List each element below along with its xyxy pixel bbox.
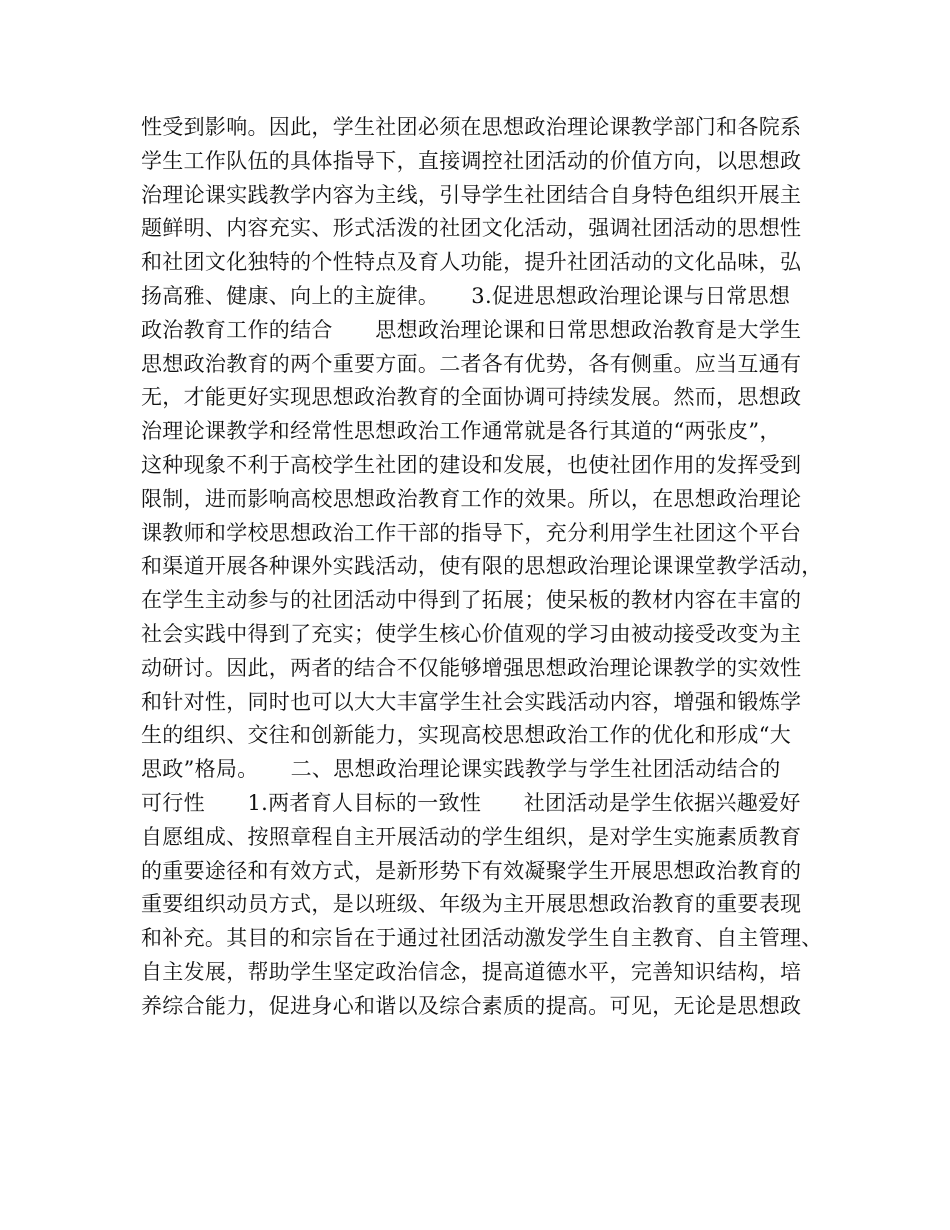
- text-line: 学生工作队伍的具体指导下，直接调控社团活动的价值方向，以思想政: [141, 148, 802, 173]
- text-line: 题鲜明、内容充实、形式活泼的社团文化活动，强调社团活动的思想性: [141, 216, 802, 241]
- text-line: 性受到影响。因此，学生社团必须在思想政治理论课教学部门和各院系: [141, 115, 802, 139]
- text-line: 和社团文化独特的个性特点及育人功能，提升社团活动的文化品味，弘: [141, 250, 802, 275]
- text-line: 自愿组成、按照章程自主开展活动的学生组织，是对学生实施素质教育: [141, 824, 802, 849]
- text-line: 治理论课教学和经常性思想政治工作通常就是各行其道的“两张皮”，: [141, 419, 781, 444]
- text-line: 在学生主动参与的社团活动中得到了拓展；使呆板的教材内容在丰富的: [141, 588, 802, 613]
- body-text: [141, 111, 831, 1024]
- text-line: 扬高雅、健康、向上的主旋律。 3.促进思想政治理论课与日常思想: [141, 283, 791, 308]
- text-line: 养综合能力，促进身心和谐以及综合素质的提高。可见，无论是思想政: [141, 993, 802, 1018]
- text-line: 重要组织动员方式，是以班级、年级为主开展思想政治教育的重要表现: [141, 892, 802, 917]
- text-line: 生的组织、交往和创新能力，实现高校思想政治工作的优化和形成“大: [141, 723, 792, 748]
- text-line: 和渠道开展各种课外实践活动，使有限的思想政治理论课课堂教学活动，: [141, 554, 823, 579]
- text-line: 无，才能更好实现思想政治教育的全面协调可持续发展。然而，思想政: [141, 385, 802, 410]
- text-line: 课教师和学校思想政治工作干部的指导下，充分利用学生社团这个平台: [141, 520, 802, 545]
- text-line: 社会实践中得到了充实；使学生核心价值观的学习由被动接受改变为主: [141, 621, 802, 646]
- text-line: 限制，进而影响高校思想政治教育工作的效果。所以，在思想政治理论: [141, 486, 802, 511]
- text-line: 思政”格局。 二、思想政治理论课实践教学与学生社团活动结合的: [141, 757, 781, 782]
- text-line: 政治教育工作的结合 思想政治理论课和日常思想政治教育是大学生: [141, 317, 802, 342]
- text-line: 治理论课实践教学内容为主线，引导学生社团结合自身特色组织开展主: [141, 182, 802, 207]
- text-line: 自主发展，帮助学生坚定政治信念，提高道德水平，完善知识结构，培: [141, 959, 802, 984]
- text-line: 和针对性，同时也可以大大丰富学生社会实践活动内容，增强和锻炼学: [141, 689, 802, 714]
- text-line: 的重要途径和有效方式，是新形势下有效凝聚学生开展思想政治教育的: [141, 858, 802, 883]
- text-line: 这种现象不利于高校学生社团的建设和发展，也使社团作用的发挥受到: [141, 452, 802, 477]
- text-line: 思想政治教育的两个重要方面。二者各有优势，各有侧重。应当互通有: [141, 351, 802, 376]
- text-line: 动研讨。因此，两者的结合不仅能够增强思想政治理论课教学的实效性: [141, 655, 802, 680]
- text-line: 可行性 1.两者育人目标的一致性 社团活动是学生依据兴趣爱好: [141, 790, 801, 815]
- text-line: 和补充。其目的和宗旨在于通过社团活动激发学生自主教育、自主管理、: [141, 926, 823, 951]
